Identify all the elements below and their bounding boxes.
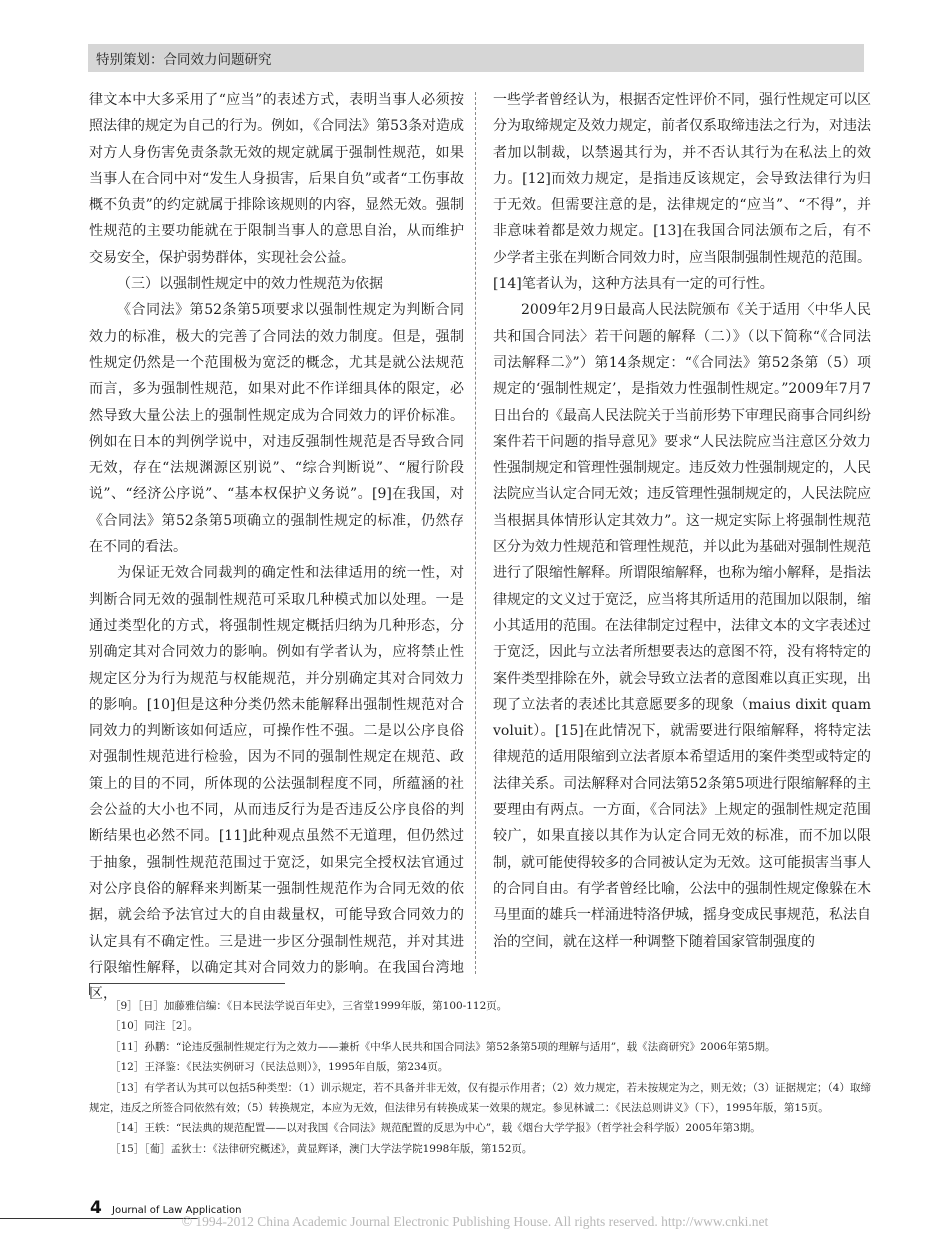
right-paragraph-2: 2009年2月9日最高人民法院颁布《关于适用〈中华人民共和国合同法〉若干问题的解释（二）》（以下简称“《合同法司法解释二》”）第14条规定：“《合同法》第52条第（5）项规定的‘强制性规定’，是指效力性强制性规定。”2009年7月7日出台的《最高人民法院关于当前形势下审理民商事合同纠纷案件若干问题的指导意见》要求“人民法院应当注意区分效力性强制规定和管理性强制规定。违反效力性强制规定的，人民法院应当认定合同无效；违反管理性强制规定的，人民法院应当根据具体情形认定其效力”。这一规定实际上将强制性规范区分为效力性规范和管理性规范，并以此为基础对强制性规范进行了限缩性解释。所谓限缩解释，也称为缩小解释，是指法律规定的文义过于宽泛，应当将其所适用的范围加以限制，缩小其适用的范围。在法律制定过程中，法律文本的文字表述过于宽泛，因此与立法者所想要表达的意图不符，没有将特定的案件类型排除在外，就会导致立法者的意图难以真正实现，出现了立法者的表述比其意愿要多的现象（maius dixit quam voluit）。[15]在此情况下，就需要进行限缩解释，将特定法律规范的适用限缩到立法者原本希望适用的案件类型或特定的法律关系。司法解释对合同法第52条第5项进行限缩解释的主要理由有两点。一方面，《合同法》上规定的强制性规定范围较广，如果直接以其作为认定合同无效的标准，而不加以限制，就可能使得较多的合同被认定为无效。这可能损害当事人的合同自由。有学者曾经比喻，公法中的强制性规定像躲在木马里面的雄兵一样涌进特洛伊城，摇身变成民事规范，私法自治的空间，就在这样一种调整下随着国家管制强度的 — [493, 302, 871, 950]
footnote: ［9］［日］加藤雅信编：《日本民法学说百年史》，三省堂1999年版，第100-112页。 — [110, 1000, 508, 1012]
footnote: ［10］同注［2］。 — [110, 1020, 199, 1033]
left-paragraph-2: （三）以强制性规定中的效力性规范为依据 — [117, 276, 383, 293]
journal-name: Journal of Law Application — [112, 1205, 242, 1216]
section-header-title: 特别策划：合同效力问题研究 — [96, 52, 272, 68]
copyright-watermark: © 1994-2012 China Academic Journal Electronic Publishing House. All rights reserved. http://www.cnki.net — [181, 1214, 769, 1229]
left-column — [89, 87, 464, 1003]
footnote: ［14］王轶：“民法典的规范配置——以对我国《合同法》规范配置的反思为中心”，载《烟台大学学报》（哲学社会科学版）2005年第3期。 — [110, 1122, 761, 1135]
page-number: 4 — [90, 1198, 102, 1218]
column-divider — [475, 92, 476, 974]
footnote: ［11］孙鹏：“论违反强制性规定行为之效力——兼析《中华人民共和国合同法》第52条第5项的理解与适用”，载《法商研究》2006年第5期。 — [110, 1040, 776, 1053]
footnote-rule-corner — [89, 983, 90, 995]
left-paragraph-4: 为保证无效合同裁判的确定性和法律适用的统一性，对判断合同无效的强制性规范可采取几种模式加以处理。一是通过类型化的方式，将强制性规定概括归纳为几种形态，分别确定其对合同效力的影响。例如有学者认为，应将禁止性规定区分为行为规范与权能规范，并分别确定其对合同效力的影响。[10]但是这种分类仍然未能解释出强制性规范对合同效力的判断该如何适应，可操作性不强。二是以公序良俗对强制性规范进行检验，因为不同的强制性规定在规范、政策上的目的不同，所体现的公法强制程度不同，所蕴涵的社会公益的大小也不同，从而违反行为是否违反公序良俗的判断结果也必然不同。[11]此种观点虽然不无道理，但仍然过于抽象，强制性规范范围过于宽泛，如果完全授权法官通过对公序良俗的解释来判断某一强制性规范作为合同无效的依据，就会给予法官过大的自由裁量权，可能导致合同效力的认定具有不确定性。三是进一步区分强制性规范，并对其进行限缩性解释，以确定其对合同效力的影响。在我国台湾地区， — [89, 565, 464, 1003]
right-column — [493, 87, 871, 979]
left-paragraph-3: 《合同法》第52条第5项要求以强制性规定为判断合同效力的标准，极大的完善了合同法的效力制度。但是，强制性规定仍然是一个范围极为宽泛的概念，尤其是就公法规范而言，多为强制性规范，如果对此不作详细具体的限定，必然导致大量公法上的强制性规定成为合同效力的评价标准。例如在日本的判例学说中，对违反强制性规范是否导致合同无效，存在“法规渊源区别说”、“综合判断说”、“履行阶段说”、“经济公序说”、“基本权保护义务说”。[9]在我国，对《合同法》第52条第5项确立的强制性规定的标准，仍然存在不同的看法。 — [89, 302, 464, 556]
footnote: ［12］王泽鉴：《民法实例研习（民法总则）》，1995年自版，第234页。 — [110, 1061, 449, 1074]
left-paragraph-1: 律文本中大多采用了“应当”的表述方式，表明当事人必须按照法律的规定为自己的行为。例如，《合同法》第53条对造成对方人身伤害免责条款无效的规定就属于强制性规范，如果当事人在合同中对“发生人身损害，后果自负”或者“工伤事故概不负责”的约定就属于排除该规则的内容，显然无效。强制性规范的主要功能就在于限制当事人的意思自治，从而维护交易安全，保护弱势群体，实现社会公益。 — [89, 92, 464, 266]
footnote: ［15］［葡］孟狄士：《法律研究概述》，黄显辉译，澳门大学法学院1998年版，第152页。 — [110, 1142, 533, 1155]
footnotes — [89, 996, 871, 1159]
footnote: ［13］有学者认为其可以包括5种类型：（1）训示规定，若不具备并非无效，仅有提示作用者；（2）效力规定，若未按规定为之，则无效；（3）证据规定；（4）取缔规定，违反之所签合同依然有效；（5）转换规定，本应为无效，但法律另有转换成某一效果的规定。参见林诚二：《民法总则讲义》（下），1995年版，第15页。 — [89, 1081, 871, 1115]
right-paragraph-1: 一些学者曾经认为，根据否定性评价不同，强行性规定可以区分为取缔规定及效力规定，前者仅系取缔违法之行为，对违法者加以制裁，以禁遏其行为，并不否认其行为在私法上的效力。[12]而效力规定，是指违反该规定，会导致法律行为归于无效。但需要注意的是，法律规定的“应当”、“不得”，并非意味着都是效力规定。[13]在我国合同法颁布之后，有不少学者主张在判断合同效力时，应当限制强制性规范的范围。[14]笔者认为，这种方法具有一定的可行性。 — [493, 92, 871, 293]
footnote-rule — [89, 983, 285, 984]
